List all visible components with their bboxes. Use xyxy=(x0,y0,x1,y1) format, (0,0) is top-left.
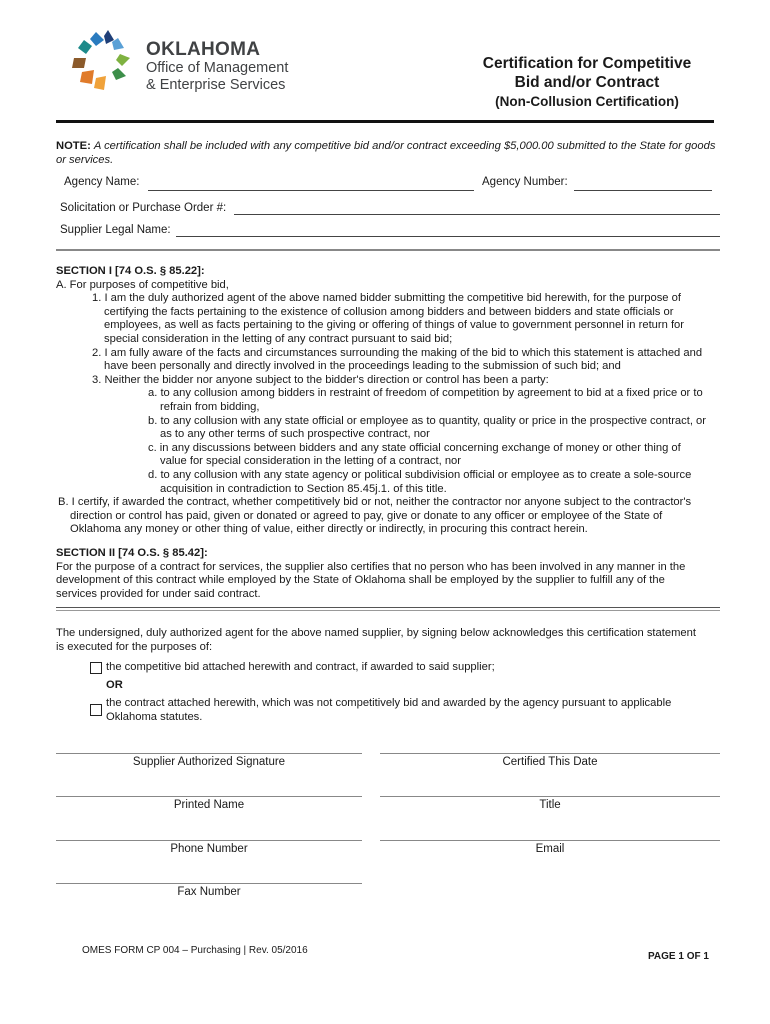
section-1-b-line1: B. I certify, if awarded the contract, whether competitively bid or not, neither the contractor nor anyone subject to the contractor's xyxy=(58,496,692,509)
form-footer: OMES FORM CP 004 – Purchasing | Rev. 05/2016 xyxy=(82,945,308,956)
omes-logo-icon xyxy=(66,28,136,94)
header-divider xyxy=(56,120,714,123)
email-label: Email xyxy=(535,843,565,855)
non-competitive-option-line2: Oklahoma statutes. xyxy=(106,710,203,723)
non-competitive-option-line1: the contract attached herewith, which was not competitively bid and awarded by the agency pursuant to applicable xyxy=(106,697,672,709)
section-2-line1: For the purpose of a contract for services, the supplier also certifies that no person who has been involved in any manner in the xyxy=(56,560,686,573)
page-number: PAGE 1 OF 1 xyxy=(648,951,709,962)
form-subtitle: (Non-Collusion Certification) xyxy=(495,94,679,109)
section-2 xyxy=(56,547,720,601)
agency-name-label: Agency Name: xyxy=(64,176,140,188)
supplier-signature-field[interactable] xyxy=(56,753,362,754)
form-title xyxy=(460,54,714,111)
form-title-line1: Certification for Competitive xyxy=(482,55,692,72)
supplier-legal-name-label: Supplier Legal Name: xyxy=(60,224,171,236)
section-1-a2-line2: have been personally and directly involved in the proceedings leading to the submission of such bid; and xyxy=(104,360,621,373)
section-1 xyxy=(56,265,720,537)
certification-statement xyxy=(56,627,720,654)
section-2-line2: development of this contract while employed by the State of Oklahoma shall be employed by the supplier to fulfill any of the xyxy=(56,574,665,587)
section-1-a3d-line1: d. to any collusion with any state agency or political subdivision official or employee as to create a sole-source xyxy=(148,468,692,481)
supplier-legal-name-field[interactable] xyxy=(176,236,720,237)
certification-line2: is executed for the purposes of: xyxy=(56,640,213,653)
section-1-a: A. For purposes of competitive bid, xyxy=(56,278,229,291)
fields-divider xyxy=(56,249,720,251)
title-field[interactable] xyxy=(380,796,720,797)
org-name xyxy=(146,40,288,92)
competitive-bid-checkbox[interactable] xyxy=(90,662,102,674)
solicitation-label: Solicitation or Purchase Order #: xyxy=(60,202,227,214)
org-name-line1: OKLAHOMA xyxy=(146,39,261,60)
section-1-a1-line1: 1. I am the duly authorized agent of the above named bidder submitting the competitive bid herewith, for the purpose of xyxy=(92,292,681,305)
section-1-a3b-line2: as to any other terms of such prospective contract, nor xyxy=(160,428,430,441)
certification-line1: The undersigned, duly authorized agent for the above named supplier, by signing below acknowledges this certification statement xyxy=(56,627,696,639)
agency-number-label: Agency Number: xyxy=(482,176,568,188)
title-label: Title xyxy=(539,799,561,811)
section-1-a1-line4: special consideration in the letting of any contract pursuant to said bid; xyxy=(104,332,453,345)
section-2-line3: services provided for under said contract. xyxy=(56,587,261,600)
or-label: OR xyxy=(106,679,123,691)
form-title-line2: Bid and/or Contract xyxy=(514,74,660,91)
fax-number-label: Fax Number xyxy=(177,886,241,898)
section-1-a1-line2: certifying the facts pertaining to the existence of collusion among bidders and between bidders and state officials or xyxy=(104,305,674,318)
agency-name-field[interactable] xyxy=(148,190,474,191)
section-1-b-line3: Oklahoma any money or other thing of value, either directly or indirectly, in procuring this contract herein. xyxy=(70,523,588,536)
section-1-a3a-line1: a. to any collusion among bidders in restraint of freedom of competition by agreement to bid at a fixed price or to xyxy=(148,387,703,400)
non-competitive-option-label xyxy=(106,697,671,724)
section-1-b-line2: direction or control has paid, given or donated or agreed to pay, give or donate to any officer or employee of the State of xyxy=(70,509,663,522)
section-1-a3: 3. Neither the bidder nor anyone subject to the bidder's direction or control has been a party: xyxy=(92,373,549,386)
section-1-a2-line1: 2. I am fully aware of the facts and circumstances surrounding the making of the bid to which this statement is attached and xyxy=(92,346,703,359)
phone-number-label: Phone Number xyxy=(170,843,248,855)
section-2-heading: SECTION II [74 O.S. § 85.42]: xyxy=(56,547,208,559)
supplier-signature-label: Supplier Authorized Signature xyxy=(132,756,286,768)
section-divider-top xyxy=(56,607,720,608)
section-1-a3c-line1: c. in any discussions between bidders and any state official concerning exchange of money or other thing of xyxy=(148,441,681,454)
certified-date-label: Certified This Date xyxy=(502,756,598,768)
fax-number-field[interactable] xyxy=(56,883,362,884)
solicitation-field[interactable] xyxy=(234,214,720,215)
email-field[interactable] xyxy=(380,840,720,841)
printed-name-label: Printed Name xyxy=(173,799,245,811)
section-1-a3c-line2: value for special consideration in the letting of a contract, nor xyxy=(160,455,461,468)
section-1-a3a-line2: refrain from bidding, xyxy=(160,400,260,413)
section-divider-bottom xyxy=(56,610,720,611)
certified-date-field[interactable] xyxy=(380,753,720,754)
section-1-a3d-line2: acquisition in contradiction to Section 85.45j.1. of this title. xyxy=(160,482,447,495)
org-name-line2: Office of Management xyxy=(146,60,289,76)
section-1-a3b-line1: b. to any collusion with any state official or employee as to quantity, quality or price in the prospective contract, or xyxy=(148,414,707,427)
phone-number-field[interactable] xyxy=(56,840,362,841)
note-label: NOTE: xyxy=(56,140,91,152)
note-text: A certification shall be included with any competitive bid and/or contract exceeding $5,000.00 submitted to the State for goods or services. xyxy=(56,140,716,166)
note xyxy=(56,140,716,167)
agency-number-field[interactable] xyxy=(574,190,712,191)
competitive-bid-option-label: the competitive bid attached herewith and contract, if awarded to said supplier; xyxy=(106,661,495,673)
org-name-line3: & Enterprise Services xyxy=(146,76,286,93)
section-1-a1-line3: employees, as well as facts pertaining to the giving or offering of things of value to government personnel in return for xyxy=(104,319,685,332)
section-1-heading: SECTION I [74 O.S. § 85.22]: xyxy=(56,265,205,277)
printed-name-field[interactable] xyxy=(56,796,362,797)
non-competitive-contract-checkbox[interactable] xyxy=(90,704,102,716)
